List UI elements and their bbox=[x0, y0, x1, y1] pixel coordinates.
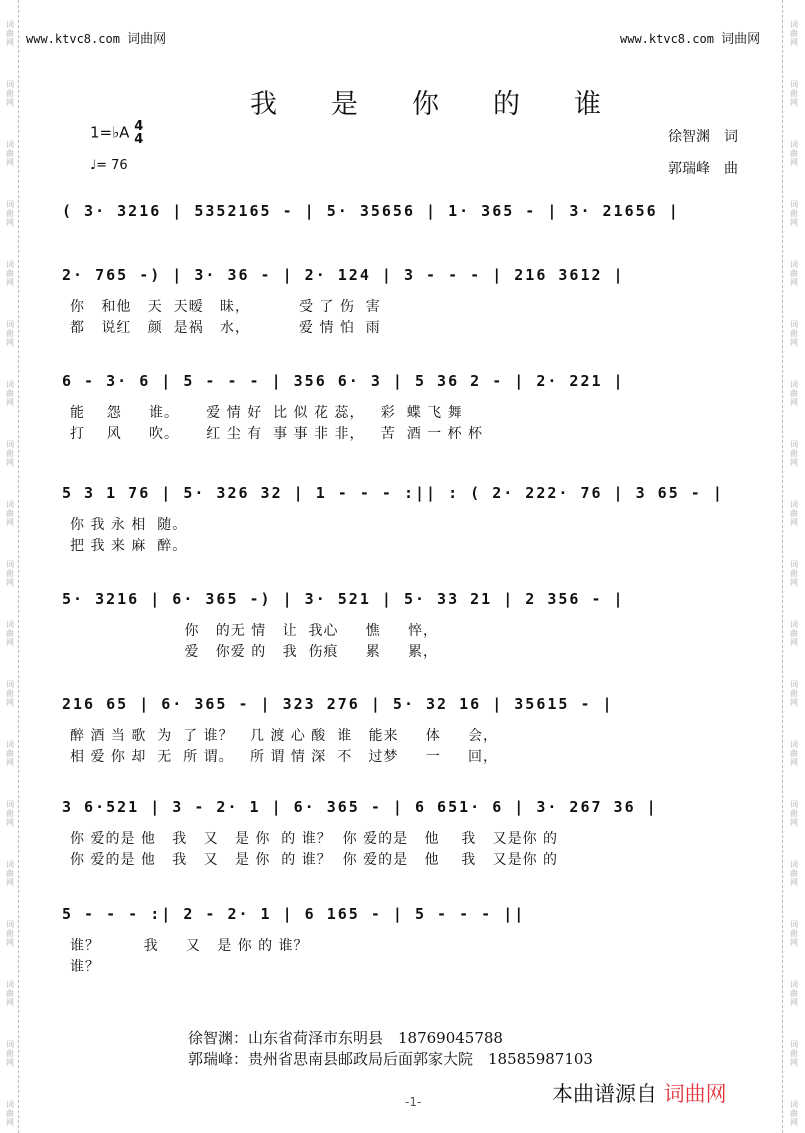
side-watermark-text: 词 曲 网 bbox=[790, 560, 798, 587]
time-signature bbox=[134, 120, 143, 146]
side-watermark-text: 词 曲 网 bbox=[6, 800, 14, 827]
url-text: www.ktvc8.com bbox=[620, 32, 714, 46]
side-watermark-text: 词 曲 网 bbox=[790, 320, 798, 347]
side-watermark-text: 词 曲 网 bbox=[6, 200, 14, 227]
lyricist-credit: 徐智渊 词 bbox=[668, 129, 738, 145]
side-watermark-text: 词 曲 网 bbox=[6, 20, 14, 47]
lyric-line: 相 爱 你 却 无 所 谓。 所 谓 情 深 不 过梦 一 回， bbox=[70, 749, 499, 765]
side-watermark-text: 词 曲 网 bbox=[790, 800, 798, 827]
side-watermark-text: 词 曲 网 bbox=[6, 80, 14, 107]
side-watermark-text: 词 曲 网 bbox=[790, 920, 798, 947]
source-credit[interactable] bbox=[552, 1078, 727, 1108]
header-url-left[interactable] bbox=[26, 28, 166, 47]
time-sig-bottom: 4 bbox=[134, 132, 144, 147]
time-sig-top: 4 bbox=[134, 119, 144, 134]
side-watermark-text: 词 曲 网 bbox=[6, 260, 14, 287]
lyric-line: 你 和他 天 天暧 昧， 受 了 伤 害 bbox=[70, 299, 381, 315]
footer-contact-composer: 郭瑞峰：贵州省思南县邮政局后面郭家大院 18585987103 bbox=[188, 1050, 593, 1068]
right-border bbox=[782, 0, 784, 1133]
source-prefix: 本曲谱源自 bbox=[552, 1082, 657, 1106]
side-watermark-text: 词 曲 网 bbox=[790, 440, 798, 467]
composer-credit: 郭瑞峰 曲 bbox=[668, 161, 738, 177]
notation-line: 6 - 3· 6 | 5 - - - | 356 6· 3 | 5 36 2 - | 2· 221 | bbox=[62, 372, 625, 390]
lyric-line: 你 我 永 相 随。 bbox=[70, 517, 188, 533]
side-watermark-text: 词 曲 网 bbox=[790, 140, 798, 167]
side-watermark-text: 词 曲 网 bbox=[790, 200, 798, 227]
side-watermark-text: 词 曲 网 bbox=[6, 1100, 14, 1127]
lyric-line: 把 我 来 麻 醉。 bbox=[70, 538, 188, 554]
source-brand: 词曲网 bbox=[663, 1082, 727, 1106]
side-watermark-text: 词 曲 网 bbox=[6, 620, 14, 647]
notation-line: 5 - - - :| 2 - 2· 1 | 6 165 - | 5 - - - || bbox=[62, 905, 526, 923]
url-brand: 词曲网 bbox=[721, 32, 761, 47]
lyric-line: 能 怨 谁。 爱 情 好 比 似 花 蕊， 彩 蝶 飞 舞 bbox=[70, 405, 463, 421]
lyric-line: 打 风 吹。 红 尘 有 事 事 非 非， 苦 酒 一 杯 杯 bbox=[70, 426, 484, 442]
notation-line: 2· 765 -) | 3· 36 - | 2· 124 | 3 - - - | 216 3612 | bbox=[62, 266, 625, 284]
notation-line: 5 3 1 76 | 5· 326 32 | 1 - - - :|| : ( 2· 222· 76 | 3 65 - | bbox=[62, 484, 724, 502]
side-watermark-text: 词 曲 网 bbox=[6, 440, 14, 467]
side-watermark-text: 词 曲 网 bbox=[6, 860, 14, 887]
side-watermark-text: 词 曲 网 bbox=[6, 560, 14, 587]
tempo-mark: ♩= 76 bbox=[90, 158, 128, 173]
header-url-right[interactable] bbox=[620, 28, 760, 47]
side-watermark-text: 词 曲 网 bbox=[6, 380, 14, 407]
side-watermark-text: 词 曲 网 bbox=[6, 920, 14, 947]
side-watermark-text: 词 曲 网 bbox=[6, 1040, 14, 1067]
side-watermark-text: 词 曲 网 bbox=[790, 980, 798, 1007]
url-text: www.ktvc8.com bbox=[26, 32, 120, 46]
lyric-line: 你 爱的是 他 我 又 是 你 的 谁？ 你 爱的是 他 我 又是你 的 bbox=[70, 831, 559, 847]
key-text: 1=♭A bbox=[90, 123, 130, 142]
side-watermark-text: 词 曲 网 bbox=[6, 140, 14, 167]
footer-contact-lyricist: 徐智渊：山东省荷泽市东明县 18769045788 bbox=[188, 1029, 503, 1047]
song-title: 我是你的谁 bbox=[250, 89, 655, 120]
lyric-line: 醉 酒 当 歌 为 了 谁？ 几 渡 心 酸 谁 能来 体 会， bbox=[70, 728, 499, 744]
side-watermark-text: 词 曲 网 bbox=[790, 860, 798, 887]
side-watermark-text: 词 曲 网 bbox=[6, 320, 14, 347]
notation-line: 3 6·521 | 3 - 2· 1 | 6· 365 - | 6 651· 6 | 3· 267 36 | bbox=[62, 798, 658, 816]
side-watermark-text: 词 曲 网 bbox=[6, 740, 14, 767]
side-watermark-text: 词 曲 网 bbox=[790, 80, 798, 107]
score-row bbox=[62, 202, 772, 242]
left-border bbox=[18, 0, 20, 1133]
page-number: -1- bbox=[405, 1095, 422, 1109]
side-watermark-text: 词 曲 网 bbox=[790, 740, 798, 767]
side-watermark-text: 词 曲 网 bbox=[790, 1100, 798, 1127]
lyric-line: 爱 你爱 的 我 伤痕 累 累， bbox=[70, 644, 439, 660]
side-watermark-text: 词 曲 网 bbox=[790, 680, 798, 707]
side-watermark-text: 词 曲 网 bbox=[6, 680, 14, 707]
lyric-line: 你 的无 情 让 我心 憔 悴， bbox=[70, 623, 439, 639]
lyric-line: 谁？ 我 又 是 你 的 谁？ bbox=[70, 938, 309, 954]
side-watermark-text: 词 曲 网 bbox=[790, 20, 798, 47]
url-brand: 词曲网 bbox=[127, 32, 167, 47]
lyric-line: 你 爱的是 他 我 又 是 你 的 谁？ 你 爱的是 他 我 又是你 的 bbox=[70, 852, 559, 868]
notation-line: ( 3· 3216 | 5352165 - | 5· 35656 | 1· 365 - | 3· 21656 | bbox=[62, 202, 680, 220]
side-watermark-text: 词 曲 网 bbox=[6, 980, 14, 1007]
notation-line: 5· 3216 | 6· 365 -) | 3· 521 | 5· 33 21 | 2 356 - | bbox=[62, 590, 625, 608]
side-watermark-text: 词 曲 网 bbox=[790, 500, 798, 527]
side-watermark-text: 词 曲 网 bbox=[790, 260, 798, 287]
side-watermark-text: 词 曲 网 bbox=[790, 380, 798, 407]
notation-line: 216 65 | 6· 365 - | 323 276 | 5· 32 16 | 35615 - | bbox=[62, 695, 614, 713]
side-watermark-text: 词 曲 网 bbox=[6, 500, 14, 527]
lyric-line: 谁？ bbox=[70, 959, 100, 975]
lyric-line: 都 说红 颜 是祸 水， 爱 情 怕 雨 bbox=[70, 320, 381, 336]
key-signature bbox=[90, 120, 143, 146]
side-watermark-text: 词 曲 网 bbox=[790, 1040, 798, 1067]
side-watermark-text: 词 曲 网 bbox=[790, 620, 798, 647]
